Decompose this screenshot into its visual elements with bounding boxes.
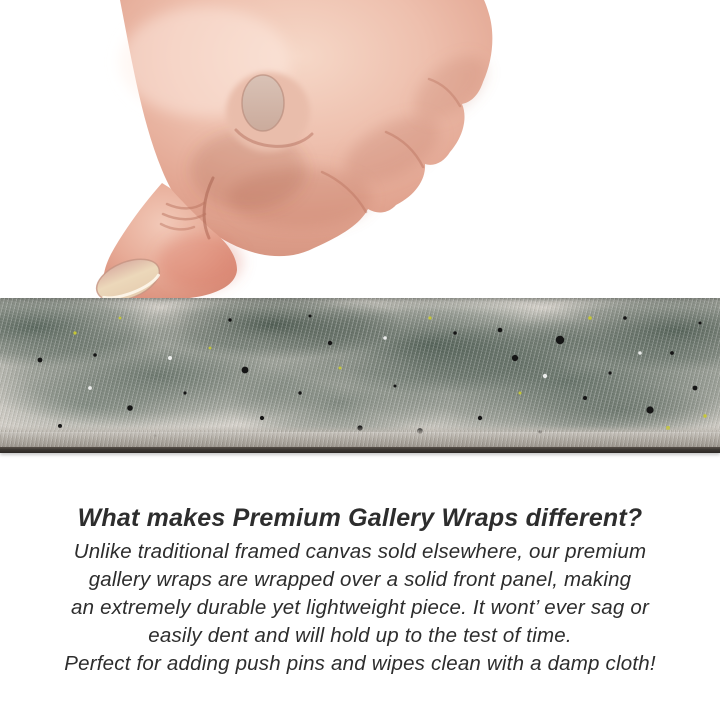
thumb-pad-shading [158,234,242,290]
caption-line: Perfect for adding push pins and wipes clean with a damp cloth! [64,652,656,675]
caption-line: gallery wraps are wrapped over a solid front panel, making [88,568,632,591]
caption-line: an extremely durable yet lightweight piece. It wont’ ever sag or [71,596,649,619]
index-fingernail [242,75,284,131]
caption-line: Unlike traditional framed canvas sold elsewhere, our premium [73,540,647,563]
canvas-fold-weave [0,430,720,447]
canvas-edge-photo [0,298,720,454]
caption-block [0,502,720,678]
canvas-dark-bottom-edge [0,447,720,453]
hand-photo [0,0,720,300]
hand-fist-thumb-illustration [0,0,720,300]
caption-line: easily dent and will hold up to the test of time. [148,624,572,647]
caption-title: What makes Premium Gallery Wraps different? [77,504,643,532]
